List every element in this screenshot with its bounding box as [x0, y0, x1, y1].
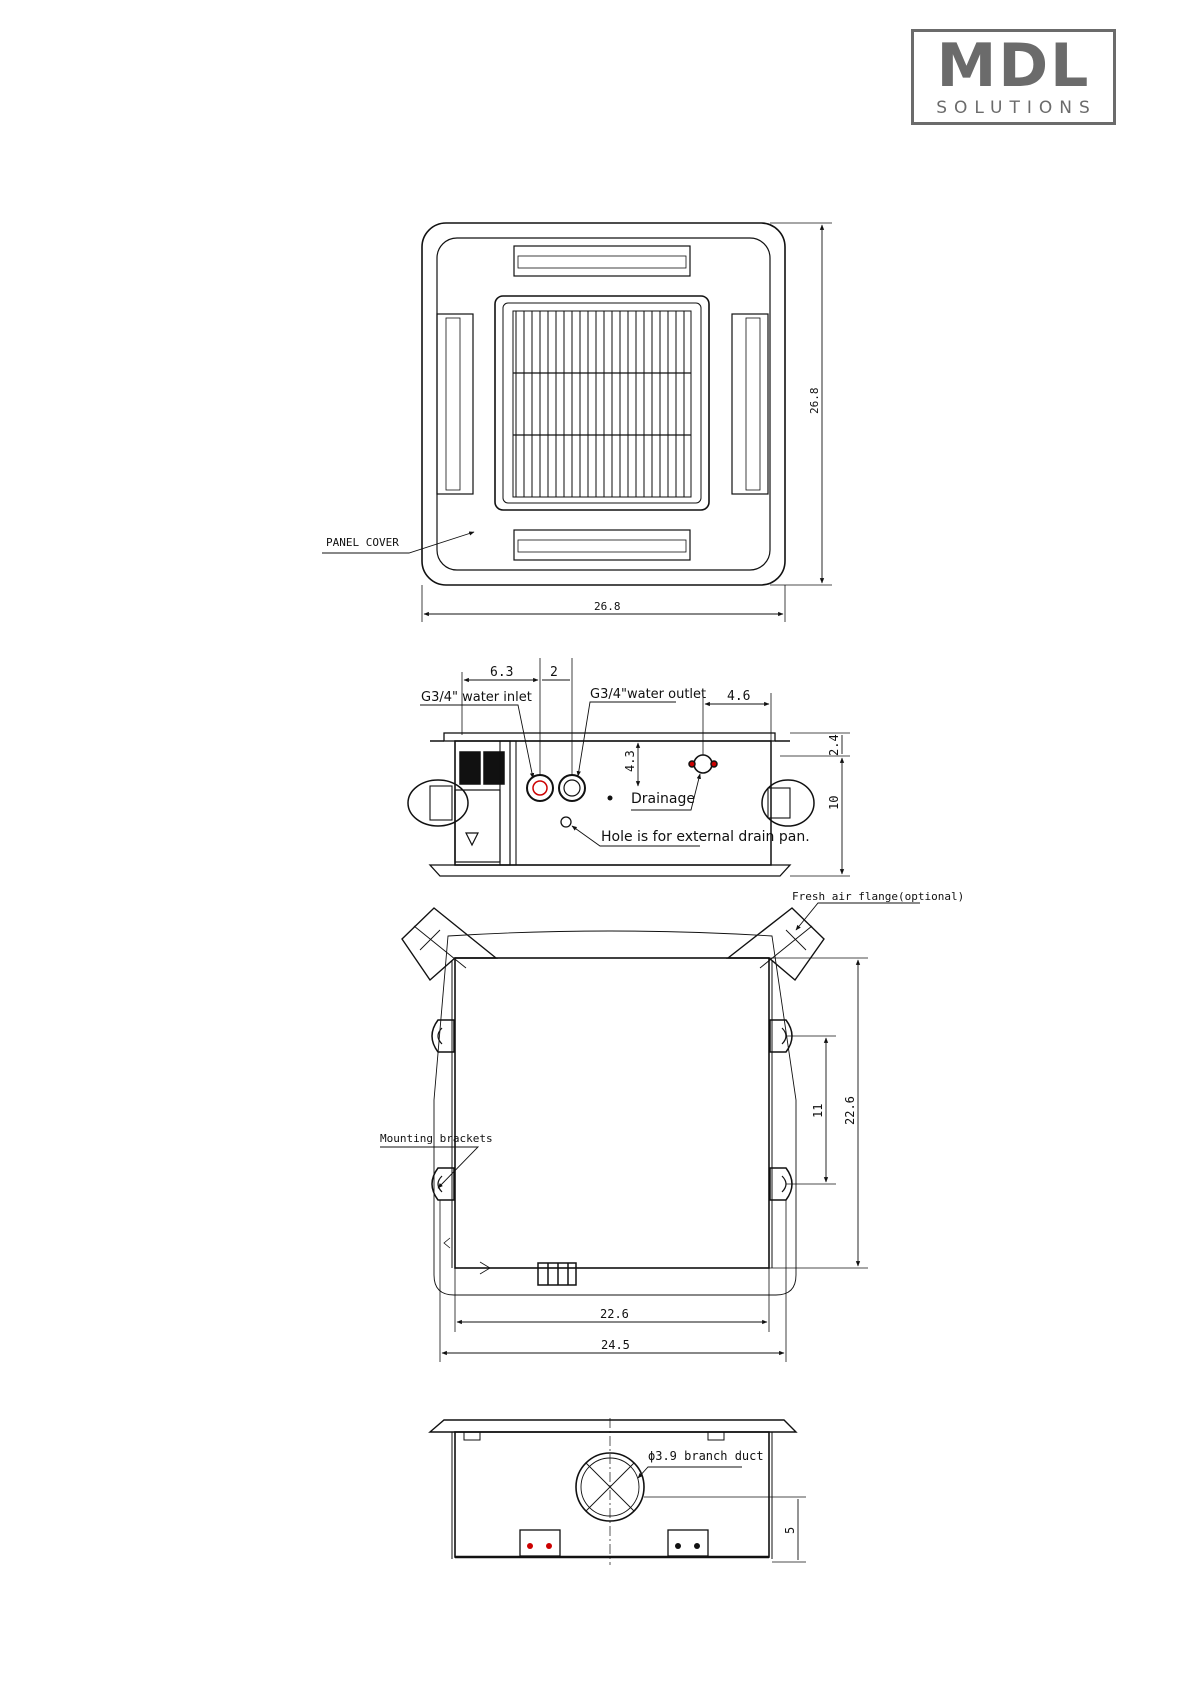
top-view — [322, 223, 832, 622]
grille — [513, 311, 691, 497]
fresh-air-flange-right — [728, 908, 824, 980]
drainage-outlet — [694, 755, 712, 773]
plan-panel-outline — [434, 931, 796, 1295]
fresh-air-flange-label: Fresh air flange(optional) — [792, 890, 965, 903]
side-bracket-right — [668, 1530, 708, 1556]
water-inlet-label: G3/4" water inlet — [421, 690, 532, 705]
right-motor — [762, 780, 814, 826]
height-dim: 10 — [827, 795, 841, 810]
plan-drain-stub — [538, 1263, 576, 1285]
overall-width-dim: 24.5 — [601, 1338, 630, 1352]
drain-offset-dim: 4.6 — [727, 689, 751, 704]
flange-leader — [796, 903, 920, 930]
side-top-panel — [430, 1420, 796, 1432]
slot-top — [514, 246, 690, 276]
slot-bottom — [514, 530, 690, 560]
pipe-spacing-dim: 2 — [550, 665, 558, 680]
panel-width-dim: 26.8 — [594, 600, 621, 613]
side-view — [430, 1418, 806, 1565]
duct-leader — [638, 1467, 742, 1478]
inlet-offset-dim: 6.3 — [490, 665, 514, 680]
slot-right — [732, 314, 768, 494]
mounting-brackets-label: Mounting brackets — [380, 1132, 493, 1145]
plan-body — [455, 958, 769, 1268]
side-bracket-left — [520, 1530, 560, 1556]
branch-duct-label: ϕ3.9 branch duct — [648, 1449, 764, 1463]
body-width-dim: 22.6 — [600, 1307, 629, 1321]
water-outlet-label: G3/4"water outlet — [590, 687, 707, 702]
water-inlet-pipe — [527, 775, 553, 801]
logo-main-text: MDL — [936, 31, 1091, 101]
slot-left — [437, 314, 473, 494]
front-top-flange — [444, 733, 775, 741]
left-motor — [408, 780, 468, 826]
drop-dim: 4.3 — [623, 750, 637, 772]
bracket-spacing-dim: 11 — [811, 1103, 825, 1118]
drainage-label: Drainage — [631, 791, 695, 807]
front-bottom-panel — [430, 865, 790, 876]
drain-pan-hole-label: Hole is for external drain pan. — [601, 829, 810, 845]
mounting-bracket-bl — [432, 1168, 454, 1200]
fresh-air-flange-left — [402, 908, 496, 980]
panel-height-dim: 26.8 — [808, 387, 821, 414]
panel-cover-label: PANEL COVER — [326, 536, 399, 549]
top-dim: 2.4 — [827, 734, 841, 756]
mounting-bracket-tl — [432, 1020, 454, 1052]
logo-sub-text: SOLUTIONS — [936, 98, 1097, 118]
brackets-leader — [380, 1147, 478, 1188]
body-depth-dim: 22.6 — [843, 1096, 857, 1125]
water-outlet-pipe — [559, 775, 585, 801]
duct-height-dim: 5 — [783, 1526, 797, 1534]
drain-pan-hole — [561, 817, 571, 827]
